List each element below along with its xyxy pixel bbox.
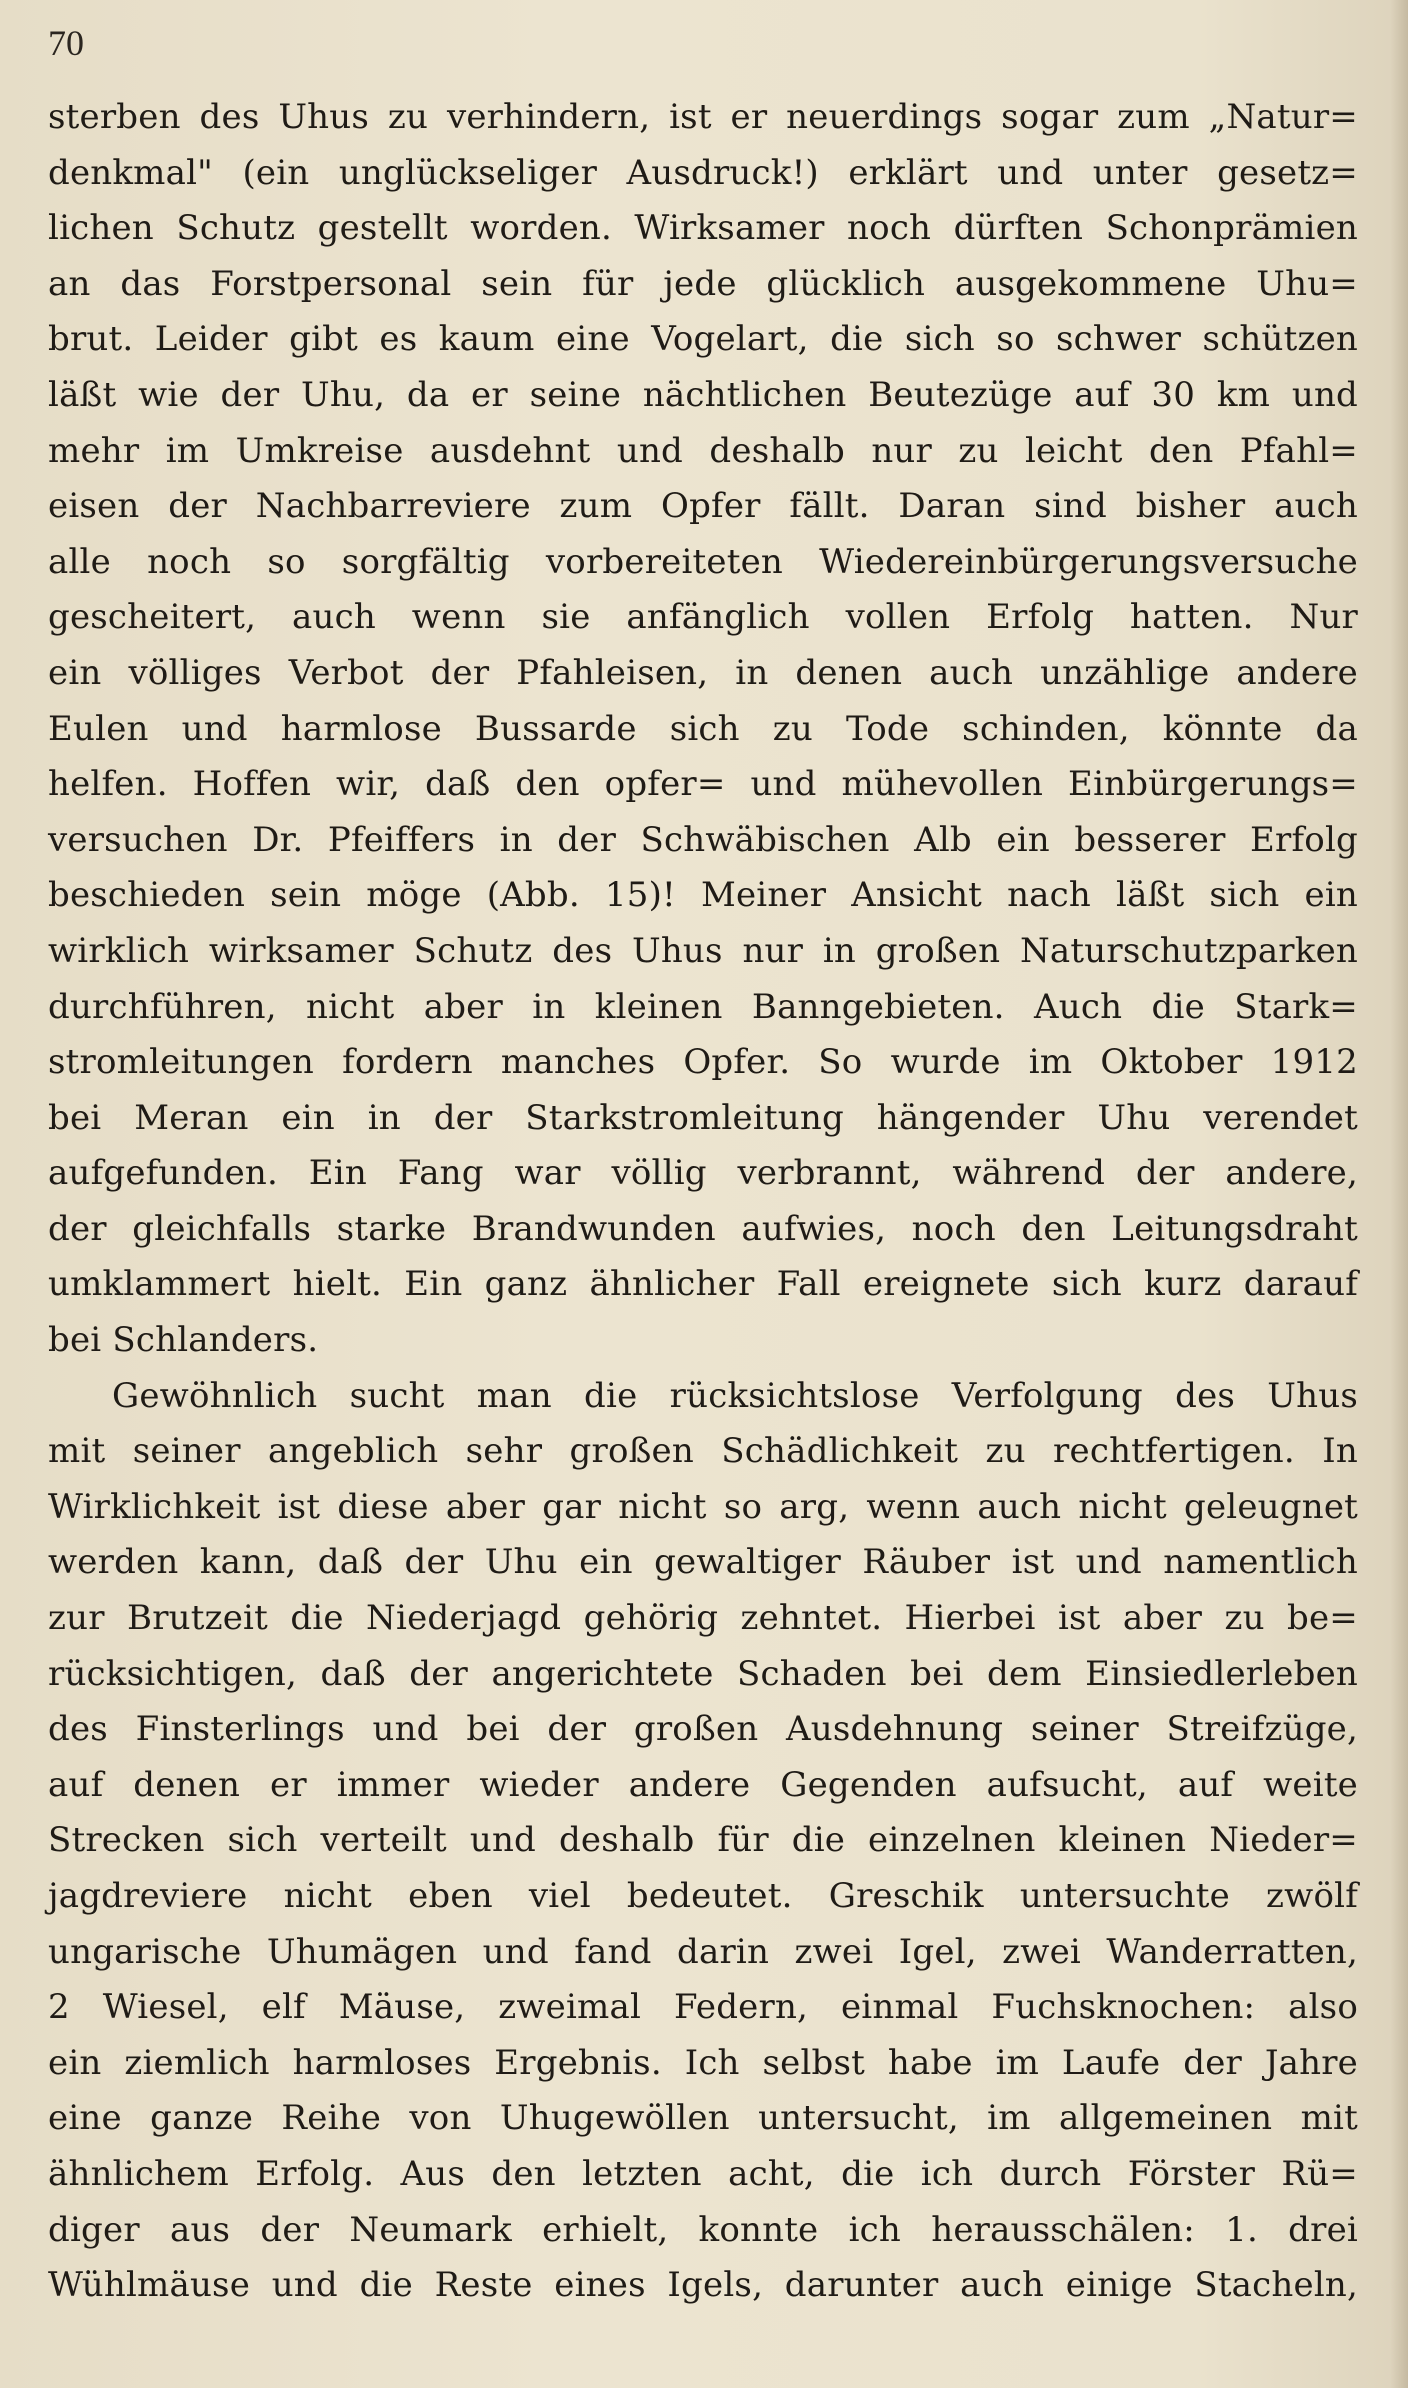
text-line: zur Brutzeit die Niederjagd gehörig zehntet. Hierbei ist aber zu be=: [48, 1598, 1358, 1639]
text-line: durchführen, nicht aber in kleinen Banngebieten. Auch die Stark=: [48, 986, 1358, 1027]
page-edge-shadow: [1390, 0, 1408, 2388]
text-line: eine ganze Reihe von Uhugewöllen untersucht, im allgemeinen mit: [48, 2098, 1358, 2139]
body-text: [48, 90, 1358, 2314]
text-line: mehr im Umkreise ausdehnt und deshalb nur zu leicht den Pfahl=: [48, 430, 1358, 471]
text-line: ähnlichem Erfolg. Aus den letzten acht, die ich durch Förster Rü=: [48, 2153, 1358, 2194]
text-line: lichen Schutz gestellt worden. Wirksamer noch dürften Schonprämien: [48, 208, 1358, 249]
text-line: mit seiner angeblich sehr großen Schädlichkeit zu rechtfertigen. In: [48, 1431, 1358, 1472]
text-line: Gewöhnlich sucht man die rücksichtslose Verfolgung des Uhus: [112, 1375, 1358, 1416]
text-line: brut. Leider gibt es kaum eine Vogelart, die sich so schwer schützen: [48, 319, 1358, 360]
text-line: wirklich wirksamer Schutz des Uhus nur in großen Naturschutzparken: [48, 930, 1358, 971]
text-line: werden kann, daß der Uhu ein gewaltiger Räuber ist und namentlich: [48, 1542, 1358, 1583]
text-line: auf denen er immer wieder andere Gegenden aufsucht, auf weite: [48, 1764, 1358, 1805]
text-line: beschieden sein möge (Abb. 15)! Meiner Ansicht nach läßt sich ein: [48, 875, 1358, 916]
text-line: Eulen und harmlose Bussarde sich zu Tode schinden, könnte da: [48, 708, 1358, 749]
text-line: bei Schlanders.: [48, 1320, 319, 1361]
text-line: an das Forstpersonal sein für jede glücklich ausgekommene Uhu=: [48, 263, 1358, 304]
text-line: ein völliges Verbot der Pfahleisen, in denen auch unzählige andere: [48, 652, 1358, 693]
text-line: eisen der Nachbarreviere zum Opfer fällt. Daran sind bisher auch: [48, 486, 1358, 527]
text-line: läßt wie der Uhu, da er seine nächtlichen Beutezüge auf 30 km und: [48, 374, 1358, 415]
text-line: rücksichtigen, daß der angerichtete Schaden bei dem Einsiedlerleben: [48, 1653, 1358, 1694]
text-line: alle noch so sorgfältig vorbereiteten Wiedereinbürgerungsversuche: [48, 541, 1358, 582]
text-line: stromleitungen fordern manches Opfer. So wurde im Oktober 1912: [48, 1042, 1358, 1083]
text-line: aufgefunden. Ein Fang war völlig verbrannt, während der andere,: [48, 1153, 1358, 1194]
text-line: 2 Wiesel, elf Mäuse, zweimal Federn, einmal Fuchsknochen: also: [48, 1987, 1358, 2028]
text-line: Wühlmäuse und die Reste eines Igels, darunter auch einige Stacheln,: [48, 2265, 1358, 2306]
text-line: denkmal" (ein unglückseliger Ausdruck!) erklärt und unter gesetz=: [48, 152, 1358, 193]
text-line: jagdreviere nicht eben viel bedeutet. Greschik untersuchte zwölf: [48, 1876, 1358, 1916]
text-line: versuchen Dr. Pfeiffers in der Schwäbischen Alb ein besserer Erfolg: [48, 819, 1358, 860]
text-line: Strecken sich verteilt und deshalb für die einzelnen kleinen Nieder=: [48, 1820, 1358, 1861]
text-line: der gleichfalls starke Brandwunden aufwies, noch den Leitungsdraht: [48, 1208, 1358, 1249]
text-line: Wirklichkeit ist diese aber gar nicht so arg, wenn auch nicht geleugnet: [48, 1486, 1358, 1527]
text-line: bei Meran ein in der Starkstromleitung hängender Uhu verendet: [48, 1097, 1358, 1138]
text-line: umklammert hielt. Ein ganz ähnlicher Fall ereignete sich kurz darauf: [48, 1264, 1358, 1305]
text-line: gescheitert, auch wenn sie anfänglich vollen Erfolg hatten. Nur: [48, 597, 1358, 638]
text-line: ungarische Uhumägen und fand darin zwei Igel, zwei Wanderratten,: [48, 1931, 1358, 1972]
text-line: des Finsterlings und bei der großen Ausdehnung seiner Streifzüge,: [48, 1709, 1358, 1750]
text-line: sterben des Uhus zu verhindern, ist er neuerdings sogar zum „Natur=: [48, 97, 1358, 137]
text-line: helfen. Hoffen wir, daß den opfer= und mühevollen Einbürgerungs=: [48, 764, 1358, 805]
text-line: diger aus der Neumark erhielt, konnte ich herausschälen: 1. drei: [48, 2209, 1358, 2250]
page-number: 70: [48, 23, 84, 63]
text-line: ein ziemlich harmloses Ergebnis. Ich selbst habe im Laufe der Jahre: [48, 2042, 1358, 2083]
